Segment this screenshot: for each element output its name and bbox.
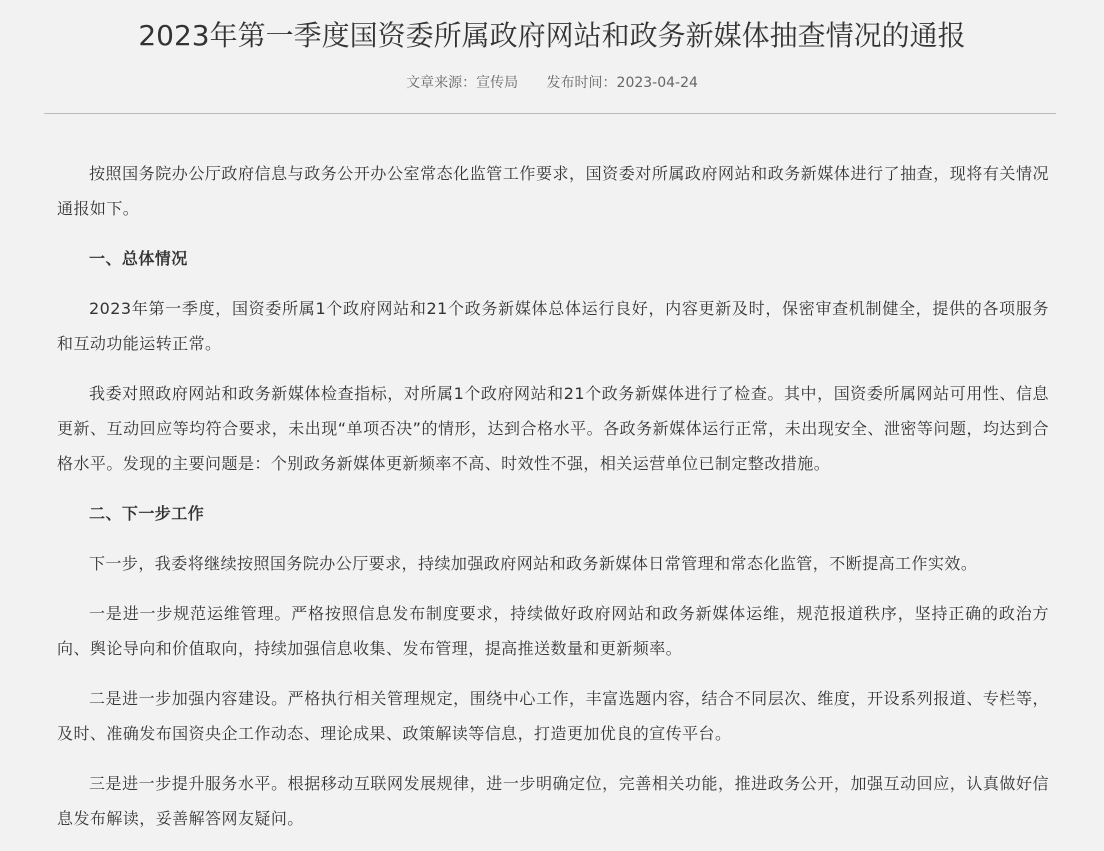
article-source: 文章来源：宣传局 [406,75,519,91]
article-meta [0,73,1104,93]
article-date: 发布时间：2023-04-24 [546,75,698,91]
paragraph: 二是进一步加强内容建设。严格执行相关管理规定，围绕中心工作，丰富选题内容，结合不同层次、维度，开设系列报道、专栏等，及时、准确发布国资央企工作动态、理论成果、政策解读等信息，打造更加优良的宣传平台。 [57,689,1049,743]
paragraph: 我委对照政府网站和政务新媒体检查指标，对所属1个政府网站和21个政务新媒体进行了检查。其中，国资委所属网站可用性、信息更新、互动回应等均符合要求，未出现“单项否决”的情形，达到合格水平。各政务新媒体运行正常，未出现安全、泄密等问题，均达到合格水平。发现的主要问题是：个别政务新媒体更新频率不高、时效性不强，相关运营单位已制定整改措施。 [57,384,1049,473]
section-heading: 二、下一步工作 [89,504,205,523]
section-heading: 一、总体情况 [89,249,188,268]
paragraph: 2023年第一季度，国资委所属1个政府网站和21个政务新媒体总体运行良好，内容更新及时，保密审查机制健全，提供的各项服务和互动功能运转正常。 [57,299,1049,353]
paragraph: 一是进一步规范运维管理。严格按照信息发布制度要求，持续做好政府网站和政务新媒体运维，规范报道秩序，坚持正确的政治方向、舆论导向和价值取向，持续加强信息收集、发布管理，提高推送数量和更新频率。 [57,604,1049,658]
article-title: 2023年第一季度国资委所属政府网站和政务新媒体抽查情况的通报 [138,19,966,52]
paragraph: 下一步，我委将继续按照国务院办公厅要求，持续加强政府网站和政务新媒体日常管理和常态化监管，不断提高工作实效。 [89,554,978,573]
article-body [57,156,1049,851]
paragraph: 按照国务院办公厅政府信息与政务公开办公室常态化监管工作要求，国资委对所属政府网站和政务新媒体进行了抽查，现将有关情况通报如下。 [57,164,1049,218]
paragraph: 三是进一步提升服务水平。根据移动互联网发展规律，进一步明确定位，完善相关功能，推进政务公开，加强互动回应，认真做好信息发布解读，妥善解答网友疑问。 [57,774,1049,828]
divider [44,113,1056,114]
